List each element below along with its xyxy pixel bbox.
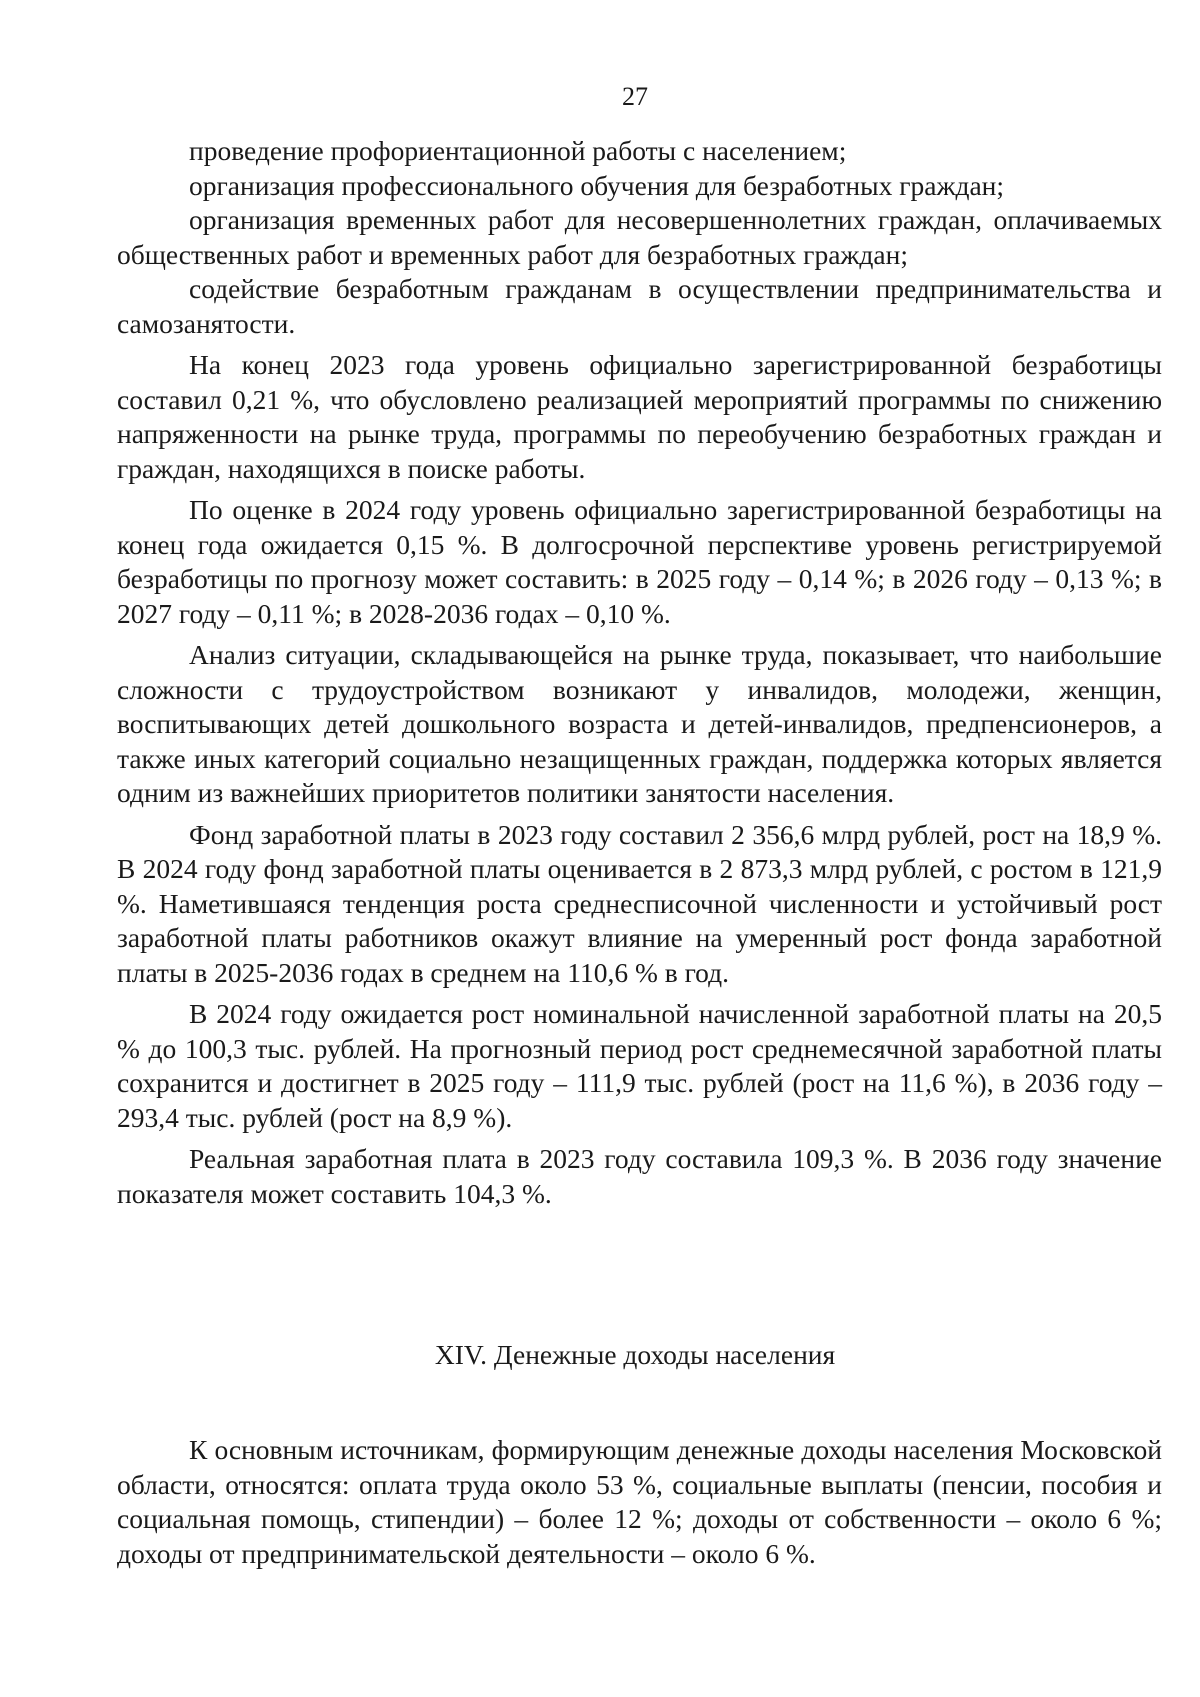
paragraph: Анализ ситуации, складывающейся на рынке труда, показывает, что наибольшие сложности с трудоустройством возникают у инвалидов, молодежи, женщин, воспитывающих детей дошкольного возраста и детей-инвалидов, предпенсионеров, а также иных категорий социально незащищенных граждан, поддержка которых является одним из важнейших приоритетов политики занятости населения.	[117, 639, 1162, 808]
paragraph: По оценке в 2024 году уровень официально зарегистрированной безработицы на конец года ожидается 0,15 %. В долгосрочной перспективе уровень регистрируемой безработицы по прогнозу может составить: в 2025 году – 0,14 %; в 2026 году – 0,13 %; в 2027 году – 0,11 %; в 2028-2036 годах – 0,10 %.	[117, 494, 1162, 629]
paragraph: В 2024 году ожидается рост номинальной начисленной заработной платы на 20,5 % до 100,3 тыс. рублей. На прогнозный период рост среднемесячной заработной платы сохранится и достигнет в 2025 году – 111,9 тыс. рублей (рост на 11,6 %), в 2036 году – 293,4 тыс. рублей (рост на 8,9 %).	[117, 998, 1162, 1133]
page-number: 27	[622, 82, 648, 111]
main-text	[117, 134, 1162, 1211]
paragraph: Реальная заработная плата в 2023 году составила 109,3 %. В 2036 году значение показателя может составить 104,3 %.	[117, 1143, 1162, 1209]
paragraph: К основным источникам, формирующим денежные доходы населения Московской области, относятся: оплата труда около 53 %, социальные выплаты (пенсии, пособия и социальная помощь, стипендии) – более 12 %; доходы от собственности – около 6 %; доходы от предпринимательской деятельности – около 6 %.	[117, 1434, 1162, 1569]
paragraph: На конец 2023 года уровень официально зарегистрированной безработицы составил 0,21 %, что обусловлено реализацией мероприятий программы по снижению напряженности на рынке труда, программы по переобучению безработных граждан и граждан, находящихся в поиске работы.	[117, 349, 1162, 484]
paragraph: проведение профориентационной работы с населением;	[189, 135, 847, 166]
section-heading: XIV. Денежные доходы населения	[434, 1339, 836, 1370]
paragraph: организация временных работ для несовершеннолетних граждан, оплачиваемых общественных работ и временных работ для безработных граждан;	[117, 204, 1162, 270]
section-text	[117, 1433, 1162, 1571]
paragraph: содействие безработным гражданам в осуществлении предпринимательства и самозанятости.	[117, 273, 1162, 339]
paragraph: Фонд заработной платы в 2023 году составил 2 356,6 млрд рублей, рост на 18,9 %. В 2024 году фонд заработной платы оценивается в 2 873,3 млрд рублей, с ростом в 121,9 %. Наметившаяся тенденция роста среднесписочной численности и устойчивый рост заработной платы работников окажут влияние на умеренный рост фонда заработной платы в 2025-2036 годах в среднем на 110,6 % в год.	[117, 818, 1162, 988]
paragraph: организация профессионального обучения для безработных граждан;	[189, 169, 1005, 201]
